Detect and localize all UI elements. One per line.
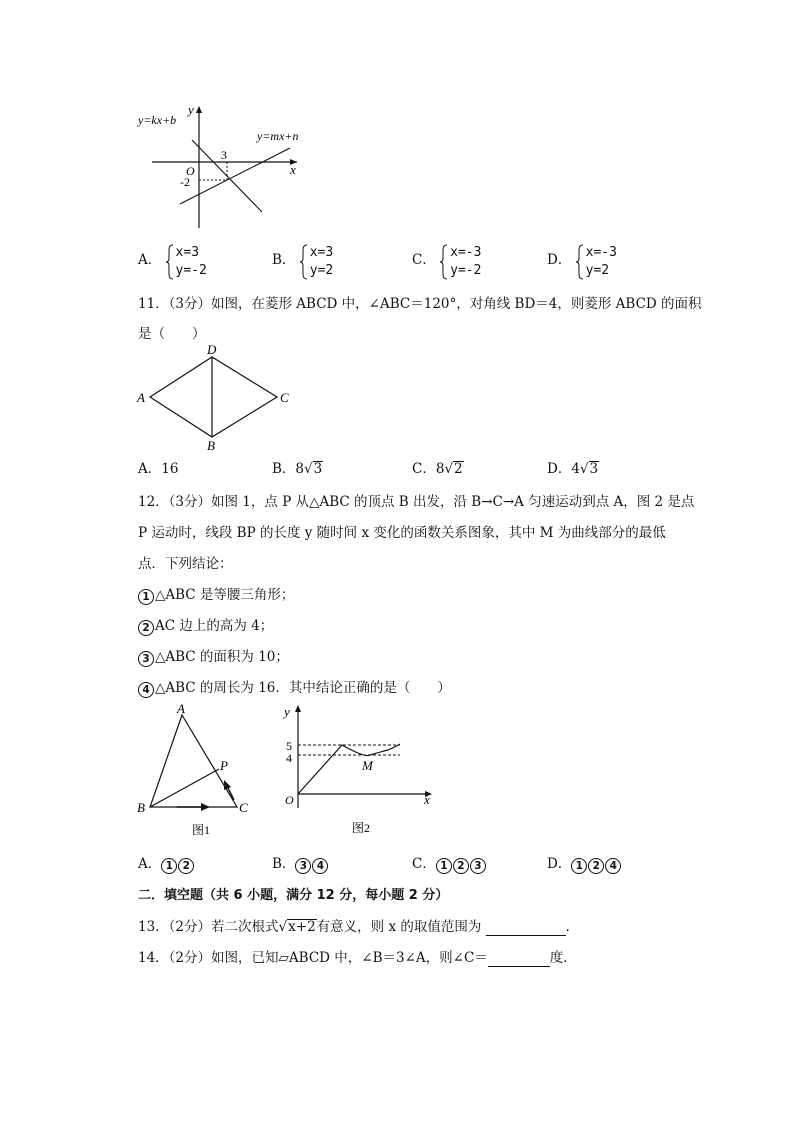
q12-option-c[interactable]: C． 1 2 3 [412, 852, 487, 874]
origin-label: O [285, 793, 294, 807]
q12-item-1: 1 △ABC 是等腰三角形； [138, 583, 294, 605]
equation-system: x=-3 y=-2 [440, 244, 481, 280]
q12-stem-line1: 12．（3分）如图 1，点 P 从△ABC 的顶点 B 出发，沿 B→C→A 匀速运动到点 A，图 2 是点 [138, 494, 695, 510]
section-2-title: 二．填空题（共 6 小题，满分 12 分，每小题 2 分） [138, 888, 449, 903]
q14-answer-blank[interactable] [488, 950, 550, 967]
q11-option-b[interactable]: B．8√3 [272, 461, 323, 477]
vertex-b-label: B [137, 800, 145, 815]
q12-option-b[interactable]: B． 3 4 [272, 852, 329, 874]
q11-option-c[interactable]: C．8√2 [412, 461, 463, 477]
q10-figure [132, 100, 312, 235]
tick-3-label: 3 [221, 148, 227, 162]
vertex-c-label: C [280, 390, 289, 405]
option-letter: B． [272, 252, 296, 268]
q11-option-d[interactable]: D．4√3 [547, 461, 599, 477]
q11-option-a[interactable]: A．16 [138, 461, 179, 477]
y-axis-label: y [188, 102, 194, 117]
q13-answer-blank[interactable] [486, 919, 566, 936]
tick-4-label: 4 [286, 751, 292, 765]
q11-rhombus-figure [132, 342, 302, 454]
vertex-c-label: C [239, 800, 248, 815]
q10-option-c[interactable] [412, 244, 481, 280]
option-letter: A． [138, 252, 162, 268]
line-mx-label: y=mx+n [257, 129, 299, 143]
q12-stem-line3: 点．下列结论： [138, 556, 233, 572]
x-axis-label: x [424, 792, 430, 807]
q10-option-d[interactable] [547, 244, 617, 280]
q12-figure2 [280, 700, 445, 845]
q12-item-2: 2 AC 边上的高为 4； [138, 614, 273, 636]
vertex-d-label: D [207, 342, 217, 357]
tick-5-label: 5 [286, 739, 292, 753]
q12-option-d[interactable]: D． 1 2 4 [547, 852, 622, 874]
figure1-caption: 图1 [192, 823, 211, 837]
vertex-a-label: A [177, 701, 185, 716]
q10-option-b[interactable] [272, 244, 333, 280]
x-axis-label: x [290, 162, 296, 177]
option-letter: C． [412, 252, 436, 268]
vertex-a-label: A [137, 390, 145, 405]
option-letter: D． [547, 252, 572, 268]
vertex-b-label: B [207, 438, 215, 453]
q10-option-a[interactable] [138, 244, 207, 280]
y-axis-label: y [284, 704, 290, 719]
q13-stem: 13．（2分）若二次根式√x+2有意义，则 x 的取值范围为 ． [138, 919, 580, 935]
q12-item-4: 4 △ABC 的周长为 16．其中结论正确的是（ ） [138, 676, 451, 698]
q11-stem-line2: 是（ ） [138, 326, 206, 342]
origin-label: O [186, 164, 195, 178]
equation-system: x=-3 y=2 [576, 244, 617, 280]
point-p-label: P [220, 758, 228, 773]
tick-neg2-label: -2 [180, 175, 190, 189]
q14-stem: 14．（2分）如图，已知▱ABCD 中，∠B＝3∠A，则∠C＝ 度． [138, 950, 577, 966]
q12-figure1 [132, 700, 262, 845]
point-m-label: M [362, 758, 373, 773]
figure2-caption: 图2 [352, 821, 371, 835]
q11-stem-line1: 11．（3分）如图，在菱形 ABCD 中，∠ABC＝120°，对角线 BD＝4，则菱形 ABCD 的面积 [138, 296, 702, 312]
equation-system: x=3 y=-2 [166, 244, 207, 280]
q12-stem-line2: P 运动时，线段 BP 的长度 y 随时间 x 变化的函数关系图象，其中 M 为曲线部分的最低 [138, 525, 666, 541]
q12-item-3: 3 △ABC 的面积为 10； [138, 645, 289, 667]
q12-option-a[interactable]: A． 1 2 [138, 852, 195, 874]
equation-system: x=3 y=2 [300, 244, 333, 280]
line-kx-label: y=kx+b [138, 113, 177, 127]
